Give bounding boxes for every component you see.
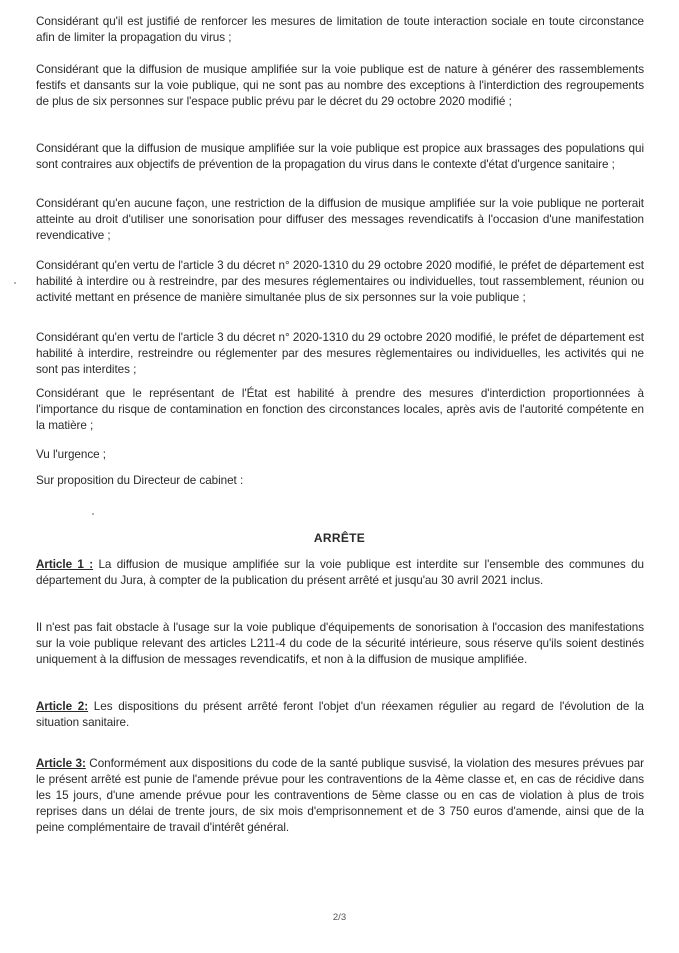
article-1-paragraph-2: Il n'est pas fait obstacle à l'usage sur la voie publique d'équipements de sonorisation à l'occasion des manifestations sur la voie publique relevant des articles L211-4 du code de la sécurité intérieure, sous réserve qu'ils soient destinés uniquement à la diffusion de messages revendicatifs, et non à la diffusion de musique amplifiée. <box>36 621 644 666</box>
page-number: 2/3 <box>332 912 347 923</box>
paragraph-considerant-4: Considérant qu'en aucune façon, une restriction de la diffusion de musique amplifiée sur la voie publique ne porterait atteinte au droit d'utiliser une sonorisation pour diffuser des messages revendicatifs à l'occasion d'une manifestation revendicative ; <box>36 197 644 242</box>
paragraph-considerant-3: Considérant que la diffusion de musique amplifiée sur la voie publique est propice aux brassages des populations qui sont contraires aux objectifs de prévention de la propagation du virus dans le contexte d'état d'urgence sanitaire ; <box>36 142 644 171</box>
paragraph-sur-proposition: Sur proposition du Directeur de cabinet : <box>36 474 244 487</box>
article-1-text: La diffusion de musique amplifiée sur la voie publique est interdite sur l'ensemble des communes du département du Jura, à compter de la publication du présent arrêté et jusqu'au 30 avril 2021 inclus. <box>36 558 645 587</box>
article-3-text: Conformément aux dispositions du code de la santé publique susvisé, la violation des mesures prévues par le présent arrêté est punie de l'amende prévue pour les contraventions de la 4ème classe et, en cas de récidive dans les 15 jours, d'une amende prévue pour les contraventions de 5ème classe ou en cas de violation à plus de trois reprises dans un délai de trente jours, de six mois d'emprisonnement et de 3 750 euros d'amende, ainsi que de la peine complémentaire de travail d'intérêt général. <box>36 757 645 834</box>
article-2-label: Article 2: <box>36 700 89 713</box>
article-3-paragraph <box>36 756 644 836</box>
article-1-paragraph <box>36 557 644 589</box>
scan-speck <box>92 513 94 515</box>
article-2-paragraph <box>36 699 644 731</box>
paragraph-considerant-7: Considérant que le représentant de l'État est habilité à prendre des mesures d'interdiction proportionnées à l'importance du risque de contamination en fonction des circonstances locales, après avis de l'autorité compétente en la matière ; <box>36 387 644 432</box>
paragraph-considerant-1: Considérant qu'il est justifié de renforcer les mesures de limitation de toute interaction sociale en toute circonstance afin de limiter la propagation du virus ; <box>36 15 644 44</box>
scan-speck <box>14 282 16 284</box>
paragraph-considerant-2: Considérant que la diffusion de musique amplifiée sur la voie publique est de nature à générer des rassemblements festifs et dansants sur la voie publique, qui ne sont pas au nombre des exceptions à l'interdiction des regroupements de plus de six personnes sur l'espace public prévu par le décret du 29 octobre 2020 modifié ; <box>36 63 644 108</box>
paragraph-vu-urgence: Vu l'urgence ; <box>36 448 106 461</box>
article-1-label: Article 1 : <box>36 558 94 571</box>
paragraph-considerant-6: Considérant qu'en vertu de l'article 3 du décret n° 2020-1310 du 29 octobre 2020 modifié, le préfet de département est habilité à interdire, restreindre ou réglementer par des mesures règlementaires ou individuelles, les activités qui ne sont pas interdites ; <box>36 331 644 376</box>
article-3-label: Article 3: <box>36 757 86 770</box>
article-2-text: Les dispositions du présent arrêté feront l'objet d'un réexamen régulier au regard de l'évolution de la situation sanitaire. <box>36 700 645 729</box>
decree-title: ARRÊTE <box>313 531 366 545</box>
paragraph-considerant-5: Considérant qu'en vertu de l'article 3 du décret n° 2020-1310 du 29 octobre 2020 modifié, le préfet de département est habilité à interdire ou à restreindre, par des mesures réglementaires ou individuelles, tout rassemblement, réunion ou activité mettant en présence de manière simultanée plus de six personnes sur la voie publique ; <box>36 259 644 304</box>
